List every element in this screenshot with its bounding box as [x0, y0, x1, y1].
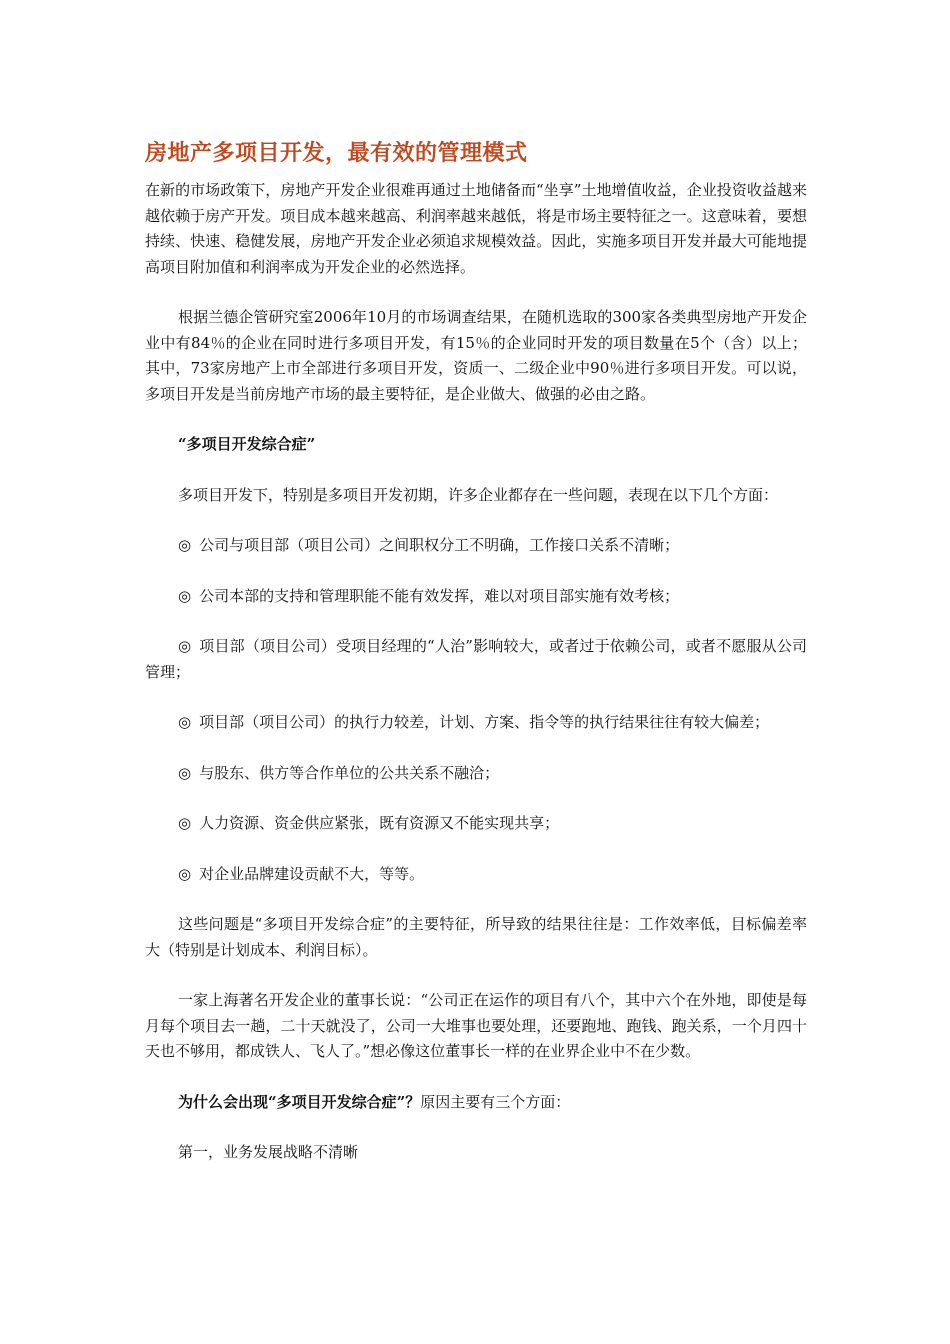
issues-summary-paragraph: 这些问题是“多项目开发综合症”的主要特征，所导致的结果往往是：工作效率低，目标偏差率大（特别是计划成本、利润目标）。	[145, 915, 807, 959]
issue-text: 与股东、供方等合作单位的公共关系不融洽；	[199, 763, 500, 782]
syndrome-heading: “多项目开发综合症”	[178, 435, 316, 453]
issue-text: 公司本部的支持和管理职能不能有效发挥，难以对项目部实施有效考核；	[199, 586, 680, 605]
document-page	[145, 140, 807, 1166]
issue-item	[145, 710, 807, 736]
issue-item	[145, 584, 807, 610]
issue-text: 对企业品牌建设贡献不大，等等。	[199, 864, 425, 883]
bullet-icon: ◎	[178, 713, 192, 731]
bullet-icon: ◎	[178, 637, 192, 655]
reason-answer: 原因主要有三个方面：	[420, 1092, 571, 1111]
survey-paragraph: 根据兰德企管研究室2006年10月的市场调查结果，在随机选取的300家各类典型房地产开发企业中有84％的企业在同时进行多项目开发，有15％的企业同时开发的项目数量在5个（含）以上；其中，73家房地产上市全部进行多项目开发，资质一、二级企业中90％进行多项目开发。可以说，多项目开发是当前房地产市场的最主要特征，是企业做大、做强的必由之路。	[145, 308, 807, 403]
chairman-quote-paragraph: 一家上海著名开发企业的董事长说：“公司正在运作的项目有八个，其中六个在外地，即使是每月每个项目去一趟，二十天就没了，公司一大堆事也要处理，还要跑地、跑钱、跑关系，一个月四十天也不够用，都成铁人、飞人了。”想必像这位董事长一样的在业界企业中不在少数。	[145, 991, 807, 1060]
issue-item	[145, 533, 807, 559]
bullet-icon: ◎	[178, 814, 192, 832]
bullet-icon: ◎	[178, 586, 192, 605]
issue-text: 人力资源、资金供应紧张，既有资源又不能实现共享；	[199, 814, 560, 832]
issue-item	[145, 761, 807, 787]
intro-paragraph: 在新的市场政策下，房地产开发企业很难再通过土地储备而“坐享”土地增值收益，企业投资收益越来越依赖于房产开发。项目成本越来越高、利润率越来越低，将是市场主要特征之一。这意味着，要想持续、快速、稳健发展，房地产开发企业必须追求规模效益。因此，实施多项目开发并最大可能地提高项目附加值和利润率成为开发企业的必然选择。	[145, 181, 807, 276]
issue-text: 公司与项目部（项目公司）之间职权分工不明确，工作接口关系不清晰；	[199, 536, 680, 554]
issue-item	[145, 862, 807, 888]
article-title: 房地产多项目开发，最有效的管理模式	[145, 141, 528, 166]
issue-text: 项目部（项目公司）的执行力较差，计划、方案、指令等的执行结果往往有较大偏差；	[199, 713, 770, 731]
issue-item	[145, 811, 807, 837]
first-reason-heading: 第一，业务发展战略不清晰	[178, 1143, 359, 1161]
issue-item	[145, 634, 807, 685]
issues-intro-paragraph: 多项目开发下，特别是多项目开发初期，许多企业都存在一些问题，表现在以下几个方面：	[178, 485, 779, 504]
reason-question: 为什么会出现“多项目开发综合症”？	[178, 1092, 421, 1111]
issue-text: 项目部（项目公司）受项目经理的“人治”影响较大，或者过于依赖公司，或者不愿服从公司管理；	[145, 637, 808, 681]
bullet-icon: ◎	[178, 763, 192, 782]
bullet-icon: ◎	[178, 536, 192, 554]
bullet-icon: ◎	[178, 864, 192, 883]
reason-paragraph	[145, 1090, 807, 1116]
